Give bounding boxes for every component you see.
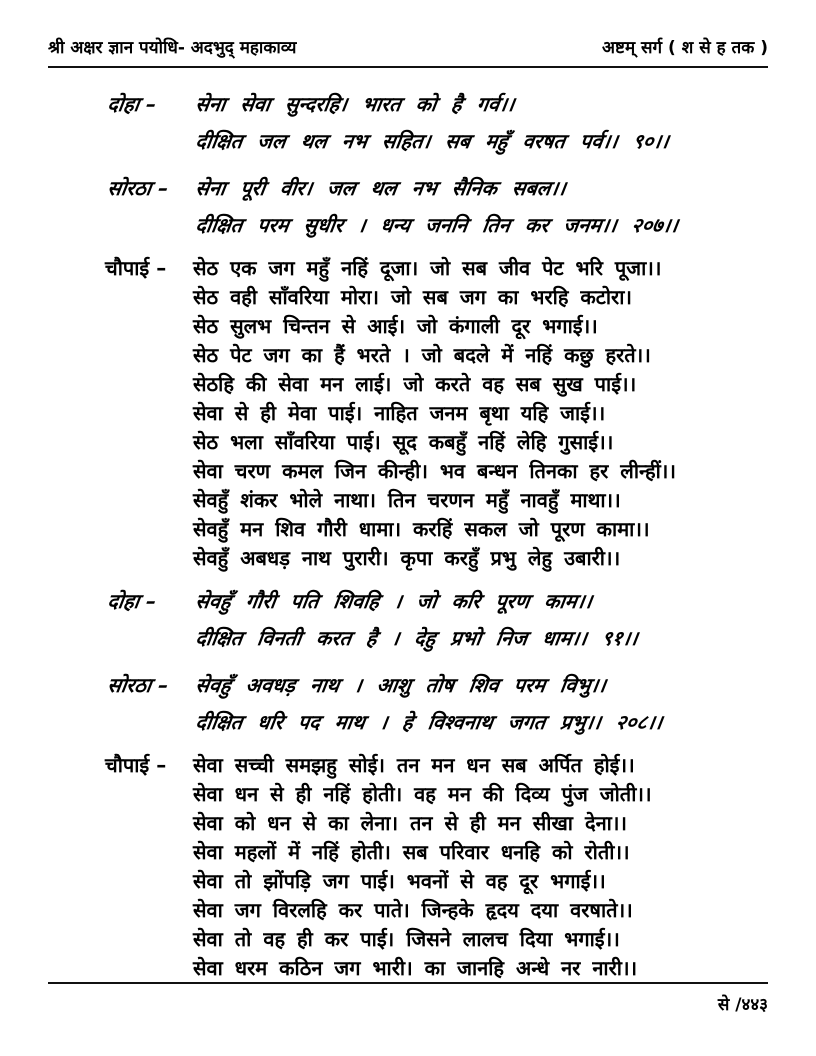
- verse-lines: [193, 254, 768, 573]
- verse-type-label: दोहा –: [105, 589, 158, 613]
- verse-lines: [193, 170, 768, 244]
- verse-block-doha-1: [48, 86, 768, 160]
- verse-line: सेठ वही साँवरिया मोरा। जो सब जग का भरहि कटोरा।: [193, 285, 632, 309]
- footer-divider: [48, 982, 768, 984]
- verse-line: दीक्षित धरि पद माथ । हे विश्वनाथ जगत प्रभु।। २०८।।: [193, 710, 664, 734]
- verse-lines: [193, 667, 768, 741]
- verse-line: सेवहुँ शंकर भोले नाथा। तिन चरणन महुँ नावहुँ माथा।।: [193, 488, 621, 512]
- verse-line: सेठ सुलभ चिन्तन से आई। जो कंगाली दूर भगाई।।: [193, 314, 598, 338]
- verse-block-chaupai-2: [48, 751, 768, 983]
- page-number: से /४४३: [717, 995, 768, 1015]
- verse-type-label: सोरठा –: [105, 176, 171, 200]
- verse-lines: [193, 86, 768, 160]
- verse-line: सेवहुँ मन शिव गौरी धामा। करहिं सकल जो पूरण कामा।।: [193, 517, 650, 541]
- verse-line: सेवा धरम कठिन जग भारी। का जानहि अन्धे नर नारी।।: [193, 956, 638, 980]
- verse-type-label: दोहा –: [105, 92, 158, 116]
- verse-block-chaupai-1: [48, 254, 768, 573]
- verse-block-soratha-1: [48, 170, 768, 244]
- verse-type-label: चौपाई –: [105, 753, 167, 777]
- header-book-title: श्री अक्षर ज्ञान पयोधि- अदभुद् महाकाव्य: [48, 38, 297, 58]
- header-chapter-title: अष्टम् सर्ग ( श से ह तक ): [602, 38, 768, 58]
- verse-block-soratha-2: [48, 667, 768, 741]
- verse-line: सेठहि की सेवा मन लाई। जो करते वह सब सुख पाई।।: [193, 372, 637, 396]
- verse-line: सेवा को धन से का लेना। तन से ही मन सीखा देना।।: [193, 811, 628, 835]
- verse-line: सेवा सच्ची समझहु सोई। तन मन धन सब अर्पित होई।।: [193, 753, 635, 777]
- verse-lines: [193, 751, 768, 983]
- verse-type-label: सोरठा –: [105, 673, 171, 697]
- verse-line: सेठ पेट जग का हैं भरते । जो बदले में नहिं कछु हरते।।: [193, 343, 651, 367]
- verse-line: सेवा तो झोंपड़ि जग पाई। भवनों से वह दूर भगाई।।: [193, 869, 606, 893]
- page-header: [48, 38, 768, 58]
- verse-lines: [193, 583, 768, 657]
- verse-line: सेवहुँ अबधड़ नाथ पुरारी। कृपा करहुँ प्रभु लेहु उबारी।।: [193, 546, 621, 570]
- verse-line: सेना पूरी वीर। जल थल नभ सैनिक सबल।।: [193, 176, 568, 200]
- verse-line: दीक्षित जल थल नभ सहित। सब महुँ वरषत पर्व।। ९०।।: [193, 129, 671, 153]
- verse-type-label: चौपाई –: [105, 256, 167, 280]
- verse-line: सेना सेवा सुन्दरहि। भारत को है गर्व।।: [193, 92, 517, 116]
- verse-line: सेवहुँ गौरी पति शिवहि । जो करि पूरण काम।।: [193, 589, 594, 613]
- verse-line: सेवा चरण कमल जिन कीन्ही। भव बन्धन तिनका हर लीन्हीं।।: [193, 459, 676, 483]
- verse-line: सेवा महलों में नहिं होती। सब परिवार धनहि को रोती।।: [193, 840, 630, 864]
- verse-line: सेठ भला साँवरिया पाई। सूद कबहुँ नहिं लेहि गुसाई।।: [193, 430, 614, 454]
- verse-content: [48, 68, 768, 983]
- verse-line: सेवा धन से ही नहिं होती। वह मन की दिव्य पुंज जोती।।: [193, 782, 652, 806]
- verse-line: दीक्षित विनती करत है । देहु प्रभो निज धाम।। ९१।।: [193, 626, 640, 650]
- verse-line: दीक्षित परम सुधीर । धन्य जननि तिन कर जनम।। २०७।।: [193, 213, 680, 237]
- verse-block-doha-2: [48, 583, 768, 657]
- page-footer: [718, 992, 768, 1015]
- verse-line: सेवा जग विरलहि कर पाते। जिन्हके हृदय दया वरषाते।।: [193, 898, 633, 922]
- verse-line: सेवा से ही मेवा पाई। नाहित जनम बृथा यहि जाई।।: [193, 401, 606, 425]
- verse-line: सेवहुँ अवधड़ नाथ । आशु तोष शिव परम विभु।।: [193, 673, 608, 697]
- verse-line: सेठ एक जग महुँ नहिं दूजा। जो सब जीव पेट भरि पूजा।।: [193, 256, 662, 280]
- verse-line: सेवा तो वह ही कर पाई। जिसने लालच दिया भगाई।।: [193, 927, 620, 951]
